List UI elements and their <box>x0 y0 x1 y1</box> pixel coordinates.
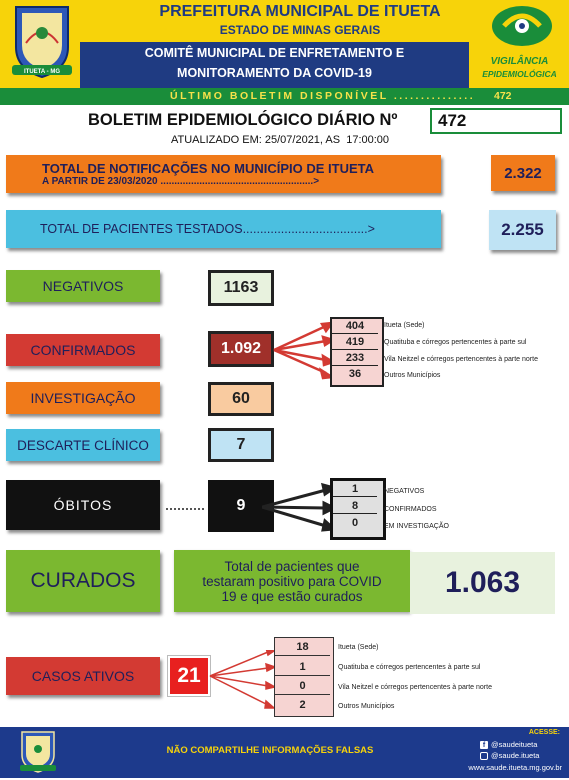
notifications-label-line2: A PARTIR DE 23/03/2020 .......................................................> <box>42 176 320 187</box>
deaths-investigation-label: EM INVESTIGAÇÃO <box>384 523 449 530</box>
active-outros-value: 2 <box>299 698 306 711</box>
active-arrows <box>208 650 278 710</box>
cured-value: 1.063 <box>410 552 555 614</box>
investigation-label: INVESTIGAÇÃO <box>30 390 136 406</box>
active-label: CASOS ATIVOS <box>31 668 135 684</box>
crest-text: ITUETA - MG <box>24 69 60 75</box>
tested-label-box <box>6 210 441 248</box>
footer-facebook[interactable]: @saudeitueta <box>491 740 538 749</box>
footer-crest-icon <box>18 729 58 775</box>
confirmed-sede-value: 404 <box>332 319 378 334</box>
cured-label-box <box>6 550 160 612</box>
deaths-confirmed-value: 8 <box>333 498 377 514</box>
header-subtitle: ESTADO DE MINAS GERAIS <box>219 23 381 37</box>
active-value: 21 <box>168 656 210 696</box>
deaths-dotted-connector <box>166 508 204 510</box>
committee-line2: MONITORAMENTO DA COVID-19 <box>177 66 372 80</box>
footer-instagram[interactable]: @saude.itueta <box>491 751 540 760</box>
vigilance-line2: EPIDEMIOLÓGICA <box>482 69 557 79</box>
deaths-label: ÓBITOS <box>53 497 113 513</box>
vigilance-logo-icon <box>482 2 562 52</box>
deaths-negatives-value: 1 <box>333 481 377 497</box>
negatives-label-box <box>6 270 160 302</box>
confirmed-sede-label: Itueta (Sede) <box>384 322 425 329</box>
deaths-confirmed-label: CONFIRMADOS <box>384 506 437 513</box>
cured-description-line1: Total de pacientes que <box>224 558 360 574</box>
bulletin-updated: ATUALIZADO EM: 25/07/2021, AS 17:00:00 <box>170 134 390 146</box>
confirmed-sul-value: 419 <box>332 335 378 350</box>
active-breakdown-table <box>274 637 334 717</box>
deaths-label-box <box>6 480 160 530</box>
active-sede-value: 18 <box>275 638 330 656</box>
last-bulletin-number: 472 <box>494 90 512 102</box>
investigation-value: 60 <box>208 382 274 416</box>
deaths-value: 9 <box>208 480 274 532</box>
active-sul-label: Quatituba e córregos pertencentes à parte sul <box>338 664 481 671</box>
committee-line1: COMITÊ MUNICIPAL DE ENFRETAMENTO E <box>144 46 405 60</box>
negatives-value: 1163 <box>208 270 274 306</box>
confirmed-norte-value: 233 <box>332 351 378 366</box>
crest-icon <box>10 3 74 81</box>
confirmed-label: CONFIRMADOS <box>30 342 136 358</box>
bulletin-title: BOLETIM EPIDEMIOLÓGICO DIÁRIO Nº <box>88 111 398 129</box>
active-norte-label: Vila Neitzel e córregos pertencentes à parte norte <box>338 684 492 691</box>
investigation-label-box <box>6 382 160 414</box>
clinical-discard-label: DESCARTE CLÍNICO <box>17 437 149 453</box>
footer-website[interactable]: www.saude.itueta.mg.gov.br <box>468 763 562 772</box>
vigilance-line1: VIGILÂNCIA <box>490 56 549 67</box>
notifications-label-box <box>6 155 441 193</box>
active-outros-label: Outros Municípios <box>338 703 395 710</box>
bulletin-number-box <box>430 108 562 134</box>
instagram-icon <box>480 752 488 760</box>
clinical-discard-value: 7 <box>208 428 274 462</box>
confirmed-label-box <box>6 334 160 366</box>
cured-label: CURADOS <box>30 569 136 592</box>
facebook-icon: f <box>480 741 488 749</box>
active-sede-label: Itueta (Sede) <box>338 644 379 651</box>
confirmed-value: 1.092 <box>208 331 274 367</box>
deaths-breakdown-table <box>330 478 386 540</box>
bulletin-number: 472 <box>438 111 467 130</box>
confirmed-norte-label: Vila Neitzel e córregos pertencentes à parte norte <box>384 356 538 363</box>
active-label-box <box>6 657 160 695</box>
cured-description-line3: 19 e que estão curados <box>221 588 363 604</box>
deaths-negatives-label: NEGATIVOS <box>384 488 425 495</box>
tested-value: 2.255 <box>489 210 556 250</box>
cured-description-line2: testaram positivo para COVID <box>202 573 382 589</box>
confirmed-outros-label: Outros Municípios <box>384 372 441 379</box>
tested-label: TOTAL DE PACIENTES TESTADOS....................................> <box>40 222 375 236</box>
footer-access-label: ACESSE: <box>528 729 560 736</box>
active-sul-value: 1 <box>275 658 330 676</box>
notifications-label-line1: TOTAL DE NOTIFICAÇÕES NO MUNICÍPIO DE ITUETA <box>42 161 374 176</box>
notifications-value: 2.322 <box>491 155 555 191</box>
header-title: PREFEITURA MUNICIPAL DE ITUETA <box>159 3 441 20</box>
negatives-label: NEGATIVOS <box>42 278 124 294</box>
last-bulletin-label: ÚLTIMO BOLETIM DISPONÍVEL ............... <box>170 90 476 102</box>
deaths-investigation-value: 0 <box>351 517 359 529</box>
confirmed-outros-value: 36 <box>348 368 362 380</box>
confirmed-sul-label: Quatituba e córregos pertencentes à parte sul <box>384 339 527 346</box>
footer-message: NÃO COMPARTILHE INFORMAÇÕES FALSAS <box>166 745 374 756</box>
confirmed-breakdown-table <box>330 317 384 387</box>
clinical-discard-label-box <box>6 429 160 461</box>
active-norte-value: 0 <box>275 677 330 695</box>
cured-description-box <box>174 550 410 612</box>
